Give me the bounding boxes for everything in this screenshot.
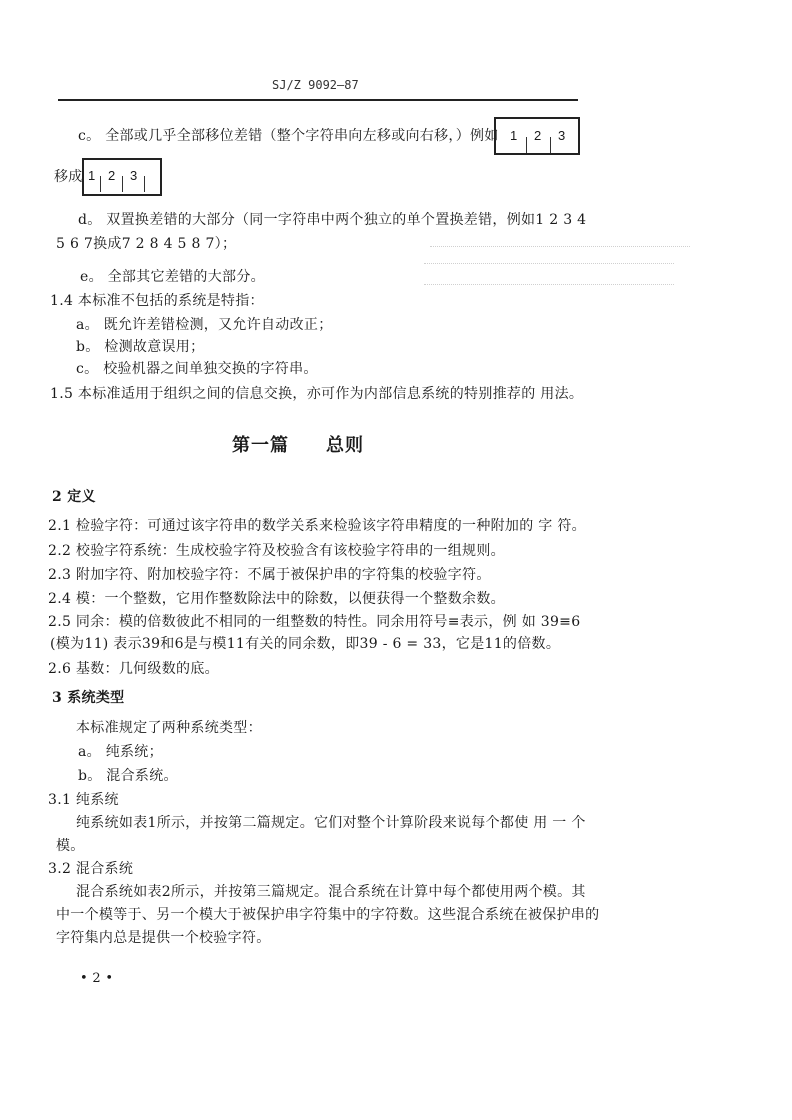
section-3-2-line1: 混合系统如表2所示，并按第三篇规定。混合系统在计算中每个都使用两个模。其 [76,884,586,900]
section-3-item: a。 纯系统； [78,744,163,760]
scan-mark [424,284,674,285]
digit: 2 [534,128,542,143]
separator [122,176,123,192]
section-1-4-item: a。 既允许差错检测，又允许自动改正； [76,317,333,333]
definition-2-5: 2.5 同余：模的倍数彼此不相同的一组整数的特性。同余用符号≡表示，例 如 39≡6 [48,614,581,630]
definition-2-4: 2.4 模：一个整数，它用作整数除法中的除数，以便获得一个整数余数。 [48,591,505,607]
section-3-1-line1: 纯系统如表1所示，并按第二篇规定。它们对整个计算阶段来说每个都使 用 一 个 [76,815,586,831]
section-1-4-heading: 1.4 本标准不包括的系统是特指： [50,293,264,309]
digit: 2 [108,168,116,183]
section-3-1-heading: 3.1 纯系统 [48,792,119,808]
chapter-part: 第一篇 [232,435,289,456]
para-d-line2: 5 6 7换成7 2 8 4 5 8 7）； [56,236,237,252]
section-3-heading: 3 系统类型 [52,690,125,706]
section-3-item: b。 混合系统。 [78,768,178,784]
scan-mark [430,246,690,247]
section-1-5: 1.5 本标准适用于组织之间的信息交换，亦可作为内部信息系统的特别推荐的 用法。 [50,386,584,402]
section-1-4-item: c。 校验机器之间单独交换的字符串。 [76,361,318,377]
digit: 1 [88,168,96,183]
definition-2-2: 2.2 校验字符系统：生成校验字符及校验含有该校验字符串的一组规则。 [48,543,505,559]
digit-box-left [82,158,162,196]
move-label: 移成 [54,169,83,185]
separator [144,176,145,192]
definition-2-1: 2.1 检验字符：可通过该字符串的数学关系来检验该字符串精度的一种附加的 字 符。 [48,518,586,534]
definition-2-5-cont: (模为11) 表示39和6是与模11有关的同余数，即39 - 6 = 33，它是11的倍数。 [50,636,561,652]
scan-mark [424,263,674,264]
separator [100,176,101,192]
definition-2-3: 2.3 附加字符、附加校验字符：不属于被保护串的字符集的校验字符。 [48,567,491,583]
digit: 3 [130,168,138,183]
section-3-intro: 本标准规定了两种系统类型： [76,720,262,736]
separator [550,137,551,153]
header-rule [58,99,578,101]
section-1-4-item: b。 检测故意误用； [76,339,205,355]
digit: 1 [510,128,518,143]
section-3-2-line3: 字符集内总是提供一个校验字符。 [56,930,271,946]
section-3-1-line2: 模。 [56,838,85,854]
page-number: • 2 • [80,971,114,986]
digit-box-right [494,117,580,155]
para-c-text: c。 全部或几乎全部移位差错（整个字符串向左移或向右移，）例如 [78,128,499,144]
section-3-2-heading: 3.2 混合系统 [48,861,134,877]
definition-2-6: 2.6 基数：几何级数的底。 [48,661,219,677]
separator [526,137,527,153]
chapter-name: 总则 [326,435,364,456]
para-d-line1: d。 双置换差错的大部分（同一字符串中两个独立的单个置换差错，例如1 2 3 4 [78,212,587,228]
document-code: SJ/Z 9092—87 [272,78,359,92]
digit: 3 [558,128,566,143]
para-e: e。 全部其它差错的大部分。 [80,269,265,285]
section-3-2-line2: 中一个模等于、另一个模大于被保护串字符集中的字符数。这些混合系统在被保护串的 [56,907,600,923]
section-2-heading: 2 定义 [52,489,96,505]
